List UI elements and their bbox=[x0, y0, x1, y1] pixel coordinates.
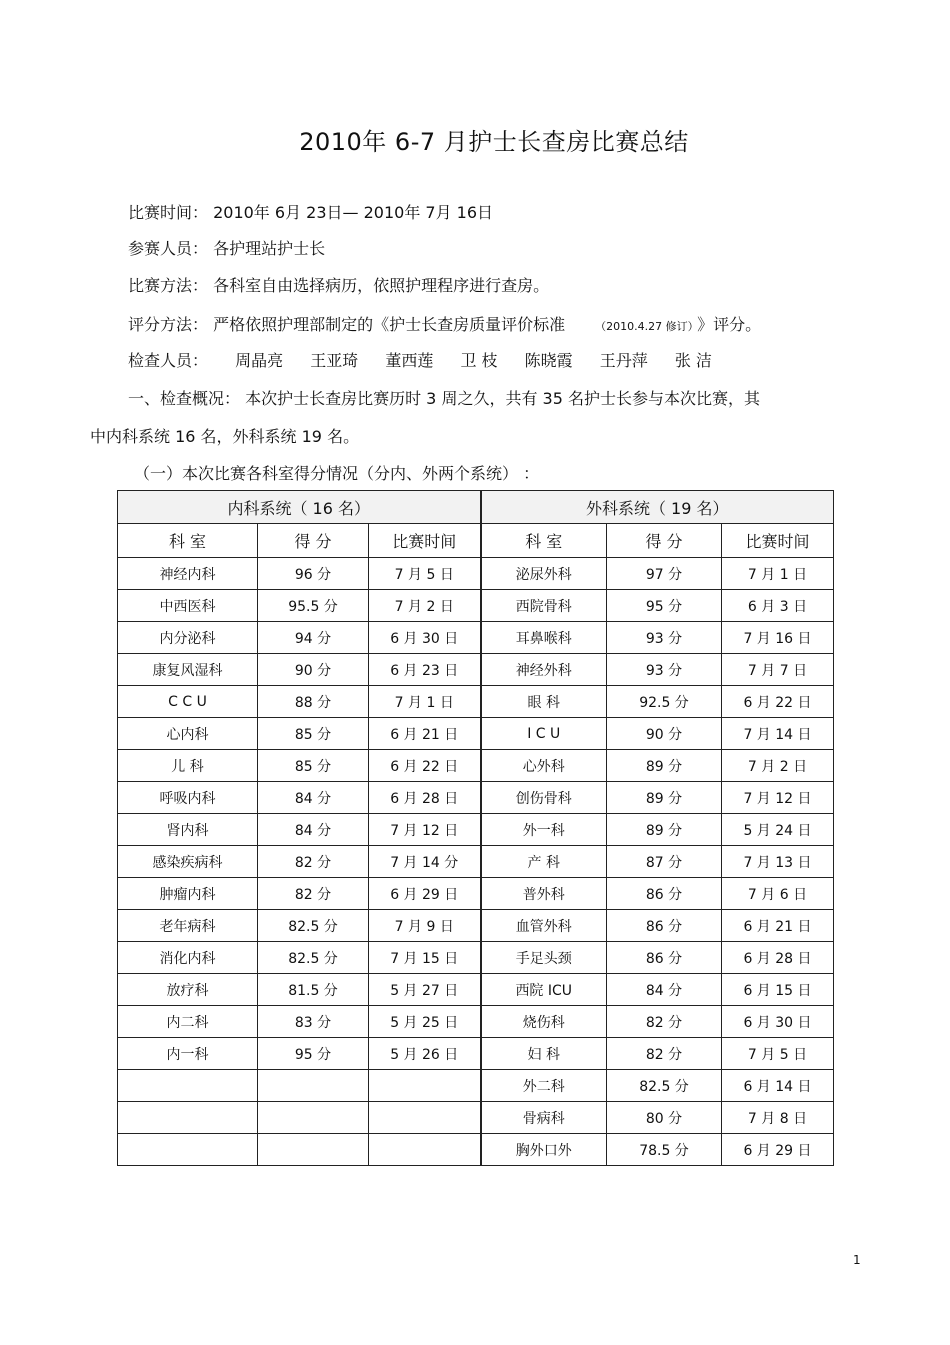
table-cell bbox=[258, 1070, 369, 1102]
table-cell: 7 月 14 日 bbox=[722, 718, 834, 750]
table-cell: 神经内科 bbox=[118, 558, 258, 590]
table-row bbox=[118, 750, 834, 782]
score-table bbox=[117, 490, 834, 1166]
table-cell: 6 月 29 日 bbox=[722, 1134, 834, 1166]
table-cell: 7 月 8 日 bbox=[722, 1102, 834, 1134]
table-cell: 89 分 bbox=[607, 750, 722, 782]
table-row bbox=[118, 814, 834, 846]
table-cell: 西院骨科 bbox=[481, 590, 607, 622]
table-cell bbox=[258, 1134, 369, 1166]
internal-system-title: 内科系统（ 16 名） bbox=[118, 491, 481, 524]
table-cell: 97 分 bbox=[607, 558, 722, 590]
table-cell: 5 月 27 日 bbox=[369, 974, 481, 1006]
table-cell: 93 分 bbox=[607, 622, 722, 654]
table-cell: 82.5 分 bbox=[258, 942, 369, 974]
table-row bbox=[118, 878, 834, 910]
column-header: 得 分 bbox=[258, 524, 369, 558]
column-header: 得 分 bbox=[607, 524, 722, 558]
table-cell: 6 月 28 日 bbox=[369, 782, 481, 814]
table-row bbox=[118, 622, 834, 654]
table-cell: 呼吸内科 bbox=[118, 782, 258, 814]
table-cell: 90 分 bbox=[607, 718, 722, 750]
table-cell: 87 分 bbox=[607, 846, 722, 878]
table-cell: 7 月 15 日 bbox=[369, 942, 481, 974]
inspector-name: 王亚琦 bbox=[310, 351, 359, 370]
table-cell: 康复风湿科 bbox=[118, 654, 258, 686]
table-cell: 7 月 9 日 bbox=[369, 910, 481, 942]
table-cell: 95 分 bbox=[258, 1038, 369, 1070]
table-cell: 5 月 24 日 bbox=[722, 814, 834, 846]
table-cell bbox=[369, 1134, 481, 1166]
table-cell: 心外科 bbox=[481, 750, 607, 782]
table-cell: 心内科 bbox=[118, 718, 258, 750]
table-cell: 6 月 15 日 bbox=[722, 974, 834, 1006]
table-row bbox=[118, 654, 834, 686]
table-cell: 6 月 30 日 bbox=[369, 622, 481, 654]
table-cell: 96 分 bbox=[258, 558, 369, 590]
table-cell: 6 月 28 日 bbox=[722, 942, 834, 974]
inspector-name: 陈晓霞 bbox=[524, 351, 573, 370]
table-cell: 6 月 21 日 bbox=[722, 910, 834, 942]
table-row bbox=[118, 718, 834, 750]
table-cell: 外二科 bbox=[481, 1070, 607, 1102]
table-cell: 89 分 bbox=[607, 814, 722, 846]
table-row bbox=[118, 1134, 834, 1166]
inspectors-label: 检查人员： bbox=[128, 351, 209, 370]
column-header-row bbox=[118, 524, 834, 558]
table-row bbox=[118, 686, 834, 718]
table-cell: I C U bbox=[481, 718, 607, 750]
page-title: 2010年 6-7 月护士长查房比赛总结 bbox=[299, 128, 689, 156]
table-cell: 6 月 30 日 bbox=[722, 1006, 834, 1038]
table-cell: 西院 ICU bbox=[481, 974, 607, 1006]
table-row bbox=[118, 942, 834, 974]
table-cell: 90 分 bbox=[258, 654, 369, 686]
inspector-name: 董西莲 bbox=[385, 351, 434, 370]
inspectors bbox=[128, 348, 734, 371]
column-header: 科 室 bbox=[118, 524, 258, 558]
table-cell: 86 分 bbox=[607, 942, 722, 974]
table-cell: 手足头颈 bbox=[481, 942, 607, 974]
inspector-name: 王丹萍 bbox=[599, 351, 648, 370]
table-cell: 7 月 16 日 bbox=[722, 622, 834, 654]
table-row bbox=[118, 590, 834, 622]
table-row bbox=[118, 1102, 834, 1134]
column-header: 比赛时间 bbox=[722, 524, 834, 558]
table-cell: 老年病科 bbox=[118, 910, 258, 942]
table-cell: 7 月 14 分 bbox=[369, 846, 481, 878]
table-cell: 6 月 29 日 bbox=[369, 878, 481, 910]
table-cell: 内一科 bbox=[118, 1038, 258, 1070]
table-cell: 肿瘤内科 bbox=[118, 878, 258, 910]
table-cell: 7 月 7 日 bbox=[722, 654, 834, 686]
table-cell: 7 月 13 日 bbox=[722, 846, 834, 878]
table-cell: 84 分 bbox=[258, 782, 369, 814]
table-cell: 95.5 分 bbox=[258, 590, 369, 622]
table-cell bbox=[118, 1134, 258, 1166]
table-cell: 82 分 bbox=[607, 1038, 722, 1070]
table-cell: 中西医科 bbox=[118, 590, 258, 622]
table-cell: 7 月 5 日 bbox=[722, 1038, 834, 1070]
table-cell: 5 月 26 日 bbox=[369, 1038, 481, 1070]
table-cell: 创伤骨科 bbox=[481, 782, 607, 814]
scoring-revision: （2010.4.27 修订） bbox=[595, 320, 694, 333]
table-cell: 血管外科 bbox=[481, 910, 607, 942]
table-cell: 耳鼻喉科 bbox=[481, 622, 607, 654]
table-cell: 7 月 6 日 bbox=[722, 878, 834, 910]
table-row bbox=[118, 974, 834, 1006]
inspector-name: 张 洁 bbox=[674, 351, 712, 370]
page-number: 1 bbox=[853, 1253, 861, 1267]
table-row bbox=[118, 1006, 834, 1038]
table-cell: 85 分 bbox=[258, 718, 369, 750]
table-cell: 内分泌科 bbox=[118, 622, 258, 654]
table-cell: 95 分 bbox=[607, 590, 722, 622]
table-cell: 6 月 23 日 bbox=[369, 654, 481, 686]
table-cell: 84 分 bbox=[607, 974, 722, 1006]
table-cell: 93 分 bbox=[607, 654, 722, 686]
table-cell: 内二科 bbox=[118, 1006, 258, 1038]
table-cell: 84 分 bbox=[258, 814, 369, 846]
inspector-name: 周晶亮 bbox=[235, 351, 284, 370]
table-cell: 78.5 分 bbox=[607, 1134, 722, 1166]
competition-method: 比赛方法： 各科室自由选择病历，依照护理程序进行查房。 bbox=[128, 276, 550, 295]
table-cell bbox=[118, 1070, 258, 1102]
table-cell: 骨病科 bbox=[481, 1102, 607, 1134]
table-row bbox=[118, 910, 834, 942]
table-row bbox=[118, 1070, 834, 1102]
table-cell: 普外科 bbox=[481, 878, 607, 910]
table-cell: 感染疾病科 bbox=[118, 846, 258, 878]
table-cell bbox=[258, 1102, 369, 1134]
table-cell: 6 月 22 日 bbox=[369, 750, 481, 782]
table-cell: 92.5 分 bbox=[607, 686, 722, 718]
table-cell: 肾内科 bbox=[118, 814, 258, 846]
inspector-name: 卫 枝 bbox=[460, 351, 498, 370]
table-cell: 80 分 bbox=[607, 1102, 722, 1134]
scoring-text-b: 》评分。 bbox=[697, 315, 762, 334]
overview-line-1: 一、检查概况： 本次护士长查房比赛历时 3 周之久，共有 35 名护士长参与本次比赛，其 bbox=[128, 389, 760, 408]
table-cell: 眼 科 bbox=[481, 686, 607, 718]
table-cell: 82.5 分 bbox=[258, 910, 369, 942]
table-cell: 86 分 bbox=[607, 878, 722, 910]
table-subheading: （一）本次比赛各科室得分情况（分内、外两个系统） ： bbox=[134, 464, 540, 483]
table-cell: 82 分 bbox=[258, 878, 369, 910]
table-cell: 94 分 bbox=[258, 622, 369, 654]
table-cell: 7 月 2 日 bbox=[722, 750, 834, 782]
column-header: 比赛时间 bbox=[369, 524, 481, 558]
table-cell: 85 分 bbox=[258, 750, 369, 782]
table-cell: 7 月 2 日 bbox=[369, 590, 481, 622]
table-row bbox=[118, 846, 834, 878]
table-cell: 7 月 1 日 bbox=[369, 686, 481, 718]
table-cell bbox=[118, 1102, 258, 1134]
table-cell: 81.5 分 bbox=[258, 974, 369, 1006]
table-cell: 82.5 分 bbox=[607, 1070, 722, 1102]
table-cell: 5 月 25 日 bbox=[369, 1006, 481, 1038]
scoring-method bbox=[128, 312, 761, 335]
table-cell: 82 分 bbox=[607, 1006, 722, 1038]
table-cell: 外一科 bbox=[481, 814, 607, 846]
overview-line-2: 中内科系统 16 名，外科系统 19 名。 bbox=[90, 427, 360, 446]
competition-time: 比赛时间： 2010年 6月 23日— 2010年 7月 16日 bbox=[128, 203, 494, 222]
table-cell: 86 分 bbox=[607, 910, 722, 942]
table-cell: 神经外科 bbox=[481, 654, 607, 686]
table-cell: 泌尿外科 bbox=[481, 558, 607, 590]
table-cell: 83 分 bbox=[258, 1006, 369, 1038]
scoring-text-a: 评分方法： 严格依照护理部制定的《护士长查房质量评价标准 bbox=[128, 315, 566, 334]
table-cell bbox=[369, 1102, 481, 1134]
table-cell bbox=[369, 1070, 481, 1102]
table-cell: 7 月 5 日 bbox=[369, 558, 481, 590]
table-cell: 82 分 bbox=[258, 846, 369, 878]
table-cell: 6 月 14 日 bbox=[722, 1070, 834, 1102]
table-row bbox=[118, 1038, 834, 1070]
table-cell: 89 分 bbox=[607, 782, 722, 814]
table-row bbox=[118, 558, 834, 590]
table-cell: 妇 科 bbox=[481, 1038, 607, 1070]
system-header-row bbox=[118, 491, 834, 524]
table-cell: 7 月 12 日 bbox=[722, 782, 834, 814]
table-cell: 胸外口外 bbox=[481, 1134, 607, 1166]
table-cell: 7 月 12 日 bbox=[369, 814, 481, 846]
table-cell: 放疗科 bbox=[118, 974, 258, 1006]
table-cell: 6 月 22 日 bbox=[722, 686, 834, 718]
table-cell: 产 科 bbox=[481, 846, 607, 878]
column-header: 科 室 bbox=[481, 524, 607, 558]
surgical-system-title: 外科系统（ 19 名） bbox=[481, 491, 834, 524]
table-cell: 7 月 1 日 bbox=[722, 558, 834, 590]
table-cell: 消化内科 bbox=[118, 942, 258, 974]
table-cell: 6 月 21 日 bbox=[369, 718, 481, 750]
table-cell: 儿 科 bbox=[118, 750, 258, 782]
table-cell: C C U bbox=[118, 686, 258, 718]
table-cell: 88 分 bbox=[258, 686, 369, 718]
table-cell: 6 月 3 日 bbox=[722, 590, 834, 622]
table-row bbox=[118, 782, 834, 814]
participants: 参赛人员： 各护理站护士长 bbox=[128, 239, 326, 258]
table-cell: 烧伤科 bbox=[481, 1006, 607, 1038]
